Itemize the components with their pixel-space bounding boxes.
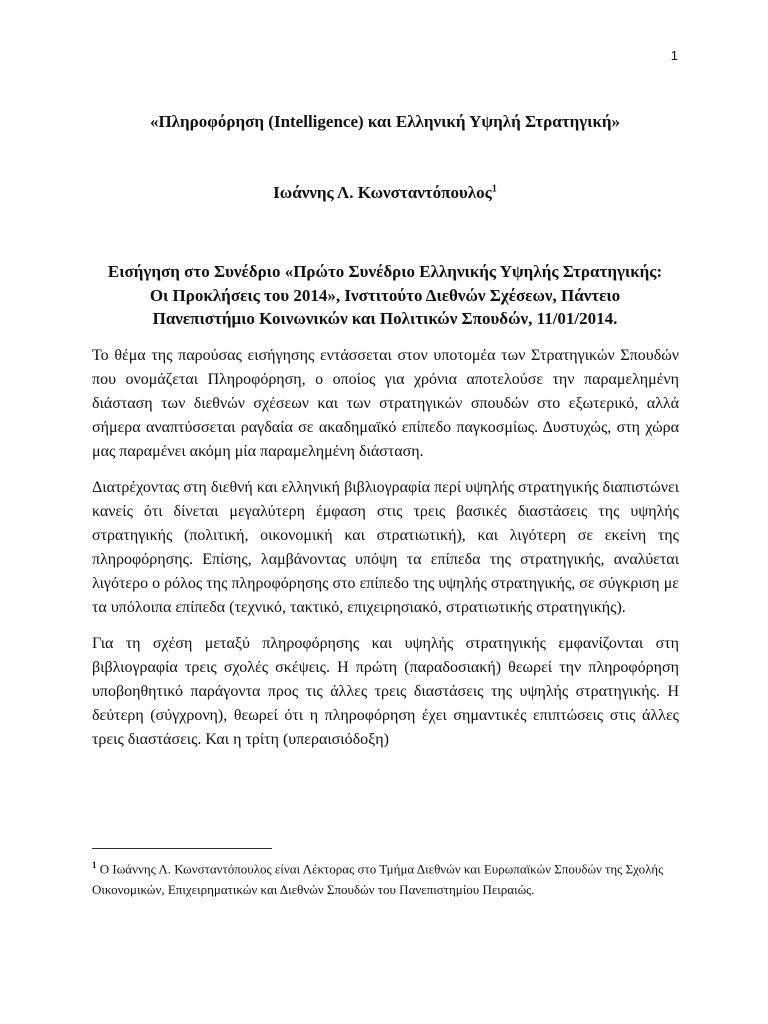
author-line (92, 183, 678, 203)
body-paragraph: Το θέμα της παρούσας εισήγησης εντάσσεται στον υποτομέα των Στρατηγικών Σπουδών που ονομάζεται Πληροφόρηση, ο οποίος για χρόνια αποτελούσε την παραμελημένη διάσταση των διεθνών σχέσεων και των στρατηγικών σπουδών στο εξωτερικό, αλλά σήμερα αναπτύσσεται ραγδαία σε ακαδημαϊκό επίπεδο παγκοσμίως. Δυστυχώς, στη χώρα μας παραμένει ακόμη μία παραμελημένη διάσταση. (92, 347, 679, 460)
document-title: «Πληροφόρηση (Intelligence) και Ελληνική Υψηλή Στρατηγική» (149, 112, 621, 131)
footnote-marker: 1 (92, 860, 97, 870)
conference-line: Πανεπιστήμιο Κοινωνικών και Πολιτικών Σπουδών, 11/01/2014. (152, 309, 618, 328)
author-footnote-ref[interactable]: 1 (491, 183, 497, 195)
body-paragraph: Διατρέχοντας στη διεθνή και ελληνική βιβλιογραφία περί υψηλής στρατηγικής διαπιστώνει κανείς ότι δίνεται μεγαλύτερη έμφαση στις τρεις βασικές διαστάσεις της υψηλής στρατηγικής (πολιτική, οικονομική και στρατιωτική), και λιγότερη σε εκείνη της πληροφόρησης. Επίσης, λαμβάνοντας υπόψη τα επίπεδα της στρατηγικής, αναλύεται λιγότερο ο ρόλος της πληροφόρησης στο επίπεδο της υψηλής στρατηγικής, σε σύγκριση με τα υπόλοιπα επίπεδα (τεχνικό, τακτικό, επιχειρησιακό, στρατιωτικής στρατηγικής). (92, 479, 679, 616)
conference-line: Οι Προκλήσεις του 2014», Ινστιτούτο Διεθνών Σχέσεων, Πάντειο (149, 285, 621, 305)
footnote (92, 855, 682, 900)
author-name: Ιωάννης Λ. Κωνσταντόπουλος (273, 183, 492, 202)
body-paragraph: Για τη σχέση μεταξύ πληροφόρησης και υψηλής στρατηγικής εμφανίζονται στη βιβλιογραφία τρεις σχολές σκέψεις. Η πρώτη (παραδοσιακή) θεωρεί την πληροφόρηση υποβοηθητικό παράγοντα προς τις άλλες τρεις διαστάσεις της υψηλής στρατηγικής. Η δεύτερη (σύγχρονη), θεωρεί ότι η πληροφόρηση έχει σημαντικές επιπτώσεις στις άλλες τρεις διαστάσεις. Και η τρίτη (υπεραισιόδοξη) (92, 635, 679, 748)
footnote-separator (92, 848, 272, 849)
footnote-text: Ο Ιωάννης Λ. Κωνσταντόπουλος είναι Λέκτορας στο Τμήμα Διεθνών και Ευρωπαϊκών Σπουδών της Σχολής Οικονομικών, Επιχειρηματικών και Διεθνών Σπουδών του Πανεπιστημίου Πειραιώς. (92, 861, 664, 898)
body-text (92, 344, 679, 764)
conference-info (92, 260, 678, 331)
conference-line: Εισήγηση στο Συνέδριο «Πρώτο Συνέδριο Ελληνικής Υψηλής Στρατηγικής: (107, 262, 663, 281)
page-number: 1 (670, 48, 678, 63)
